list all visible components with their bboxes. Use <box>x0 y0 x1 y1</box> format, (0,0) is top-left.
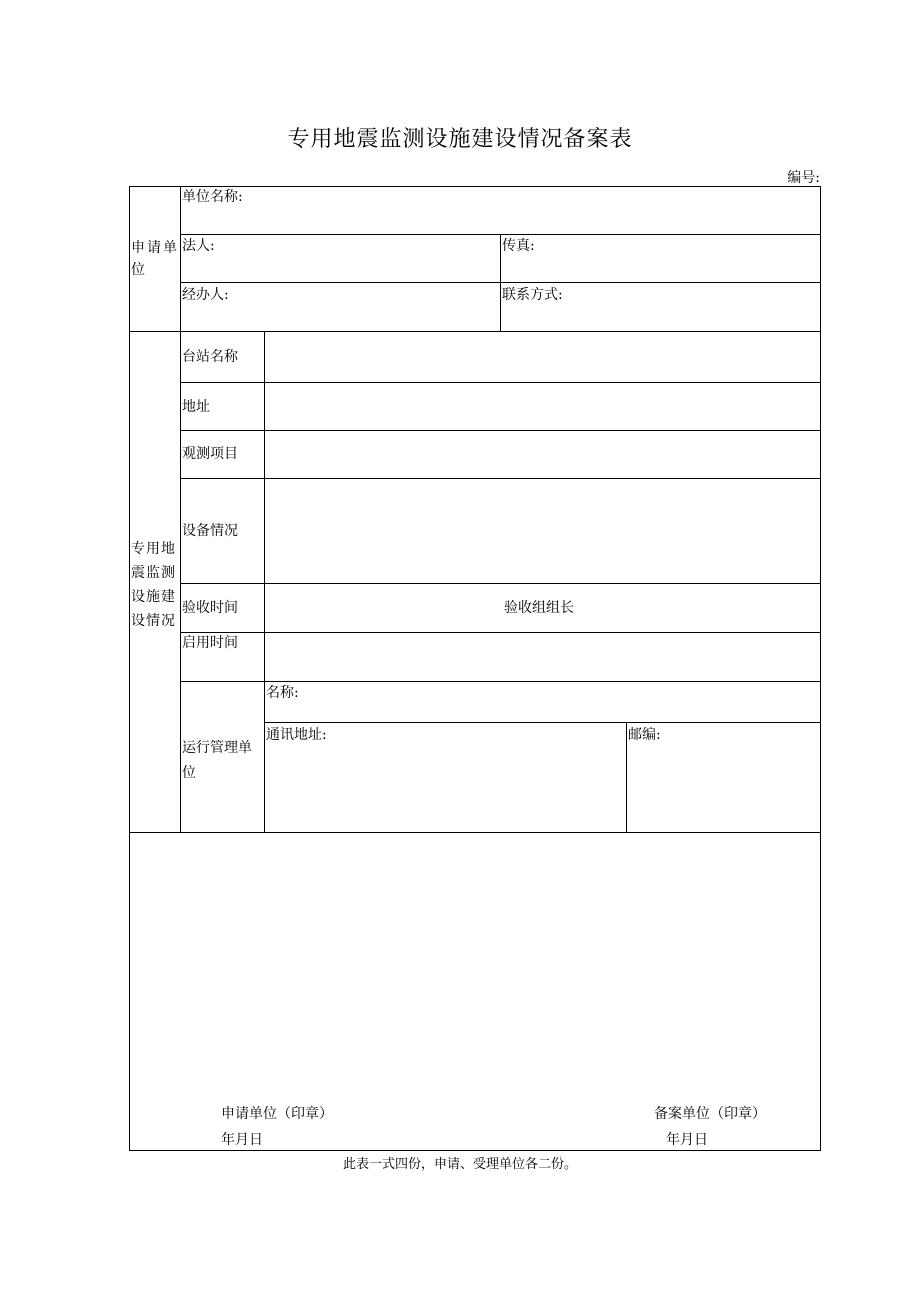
operator-col-divider <box>626 722 627 833</box>
applicant-seal-label: 申请单位（印章） <box>221 1106 333 1122</box>
label-column-divider <box>180 186 181 833</box>
facility-row-divider <box>180 583 821 584</box>
facility-row-divider <box>180 632 821 633</box>
acceptance-time-label: 验收时间 <box>182 600 238 616</box>
applicant-section-bottom <box>129 331 821 332</box>
postcode-label: 邮编: <box>628 727 661 743</box>
facility-row-divider <box>180 430 821 431</box>
facility-row-divider <box>180 382 821 383</box>
serial-number-label: 编号: <box>787 170 820 186</box>
footer-note: 此表一式四份，申请、受理单位各二份。 <box>342 1157 577 1172</box>
applicant-date-label: 年月日 <box>221 1132 263 1148</box>
mail-address-label: 通讯地址: <box>266 727 327 743</box>
applicant-section-label: 申请单位 <box>131 240 179 278</box>
fax-label: 传真: <box>502 238 535 254</box>
handler-label: 经办人: <box>182 287 229 303</box>
unit-name-label: 单位名称: <box>182 189 243 205</box>
applicant-col-divider <box>500 234 501 332</box>
document-title: 专用地震监测设施建设情况备案表 <box>287 127 633 152</box>
facility-section-label: 专用地震监测设施建设情况 <box>131 541 176 629</box>
legal-person-label: 法人: <box>182 238 215 254</box>
observation-items-label: 观测项目 <box>182 446 238 462</box>
facility-section-bottom <box>129 832 821 833</box>
station-name-label: 台站名称 <box>182 349 238 365</box>
address-label: 地址 <box>182 399 210 415</box>
operator-name-label: 名称: <box>266 685 299 701</box>
equipment-status-label: 设备情况 <box>182 523 238 539</box>
contact-label: 联系方式: <box>502 287 563 303</box>
facility-col-divider <box>264 331 265 833</box>
operator-unit-label: 运行管理单位 <box>182 740 252 781</box>
facility-row-divider <box>180 478 821 479</box>
operator-row-divider <box>264 722 821 723</box>
filing-date-label: 年月日 <box>666 1132 708 1148</box>
filing-seal-label: 备案单位（印章） <box>654 1106 766 1122</box>
acceptance-leader-label: 验收组组长 <box>504 600 574 616</box>
start-time-label: 启用时间 <box>182 635 238 651</box>
